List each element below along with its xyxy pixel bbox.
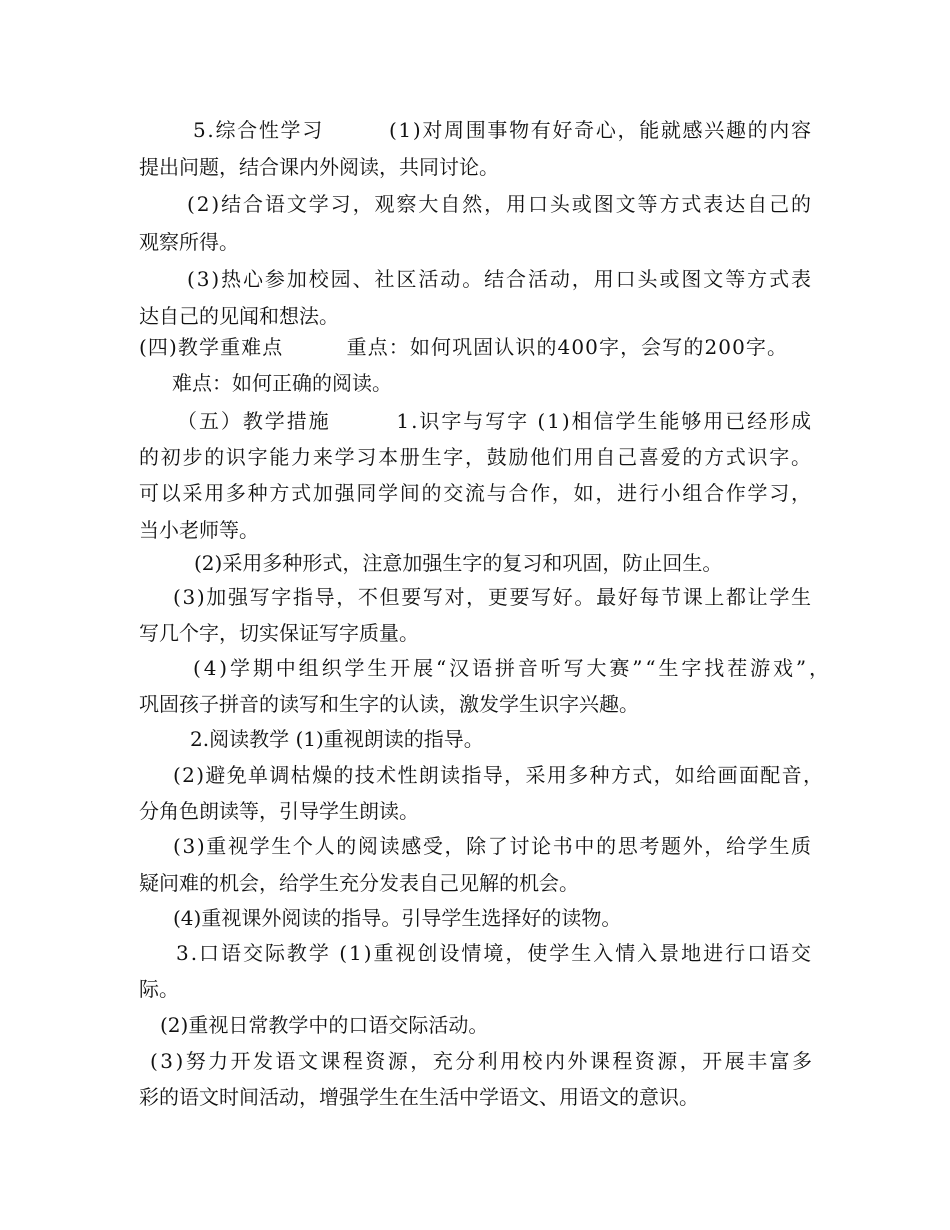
paragraph-line: (四)教学重难点 重点：如何巩固认识的400字，会写的200字。 — [139, 335, 789, 359]
paragraph-line: 达自己的见闻和想法。 — [139, 304, 339, 328]
paragraph-line: 观察所得。 — [139, 230, 239, 254]
paragraph-line: 2.阅读教学 (1)重视朗读的指导。 — [190, 727, 484, 751]
paragraph-line: (3)热心参加校园、社区活动。结合活动，用口头或图文等方式表 — [187, 267, 813, 291]
paragraph-line: (4)学期中组织学生开展“汉语拼音听写大赛”“生字找茬游戏”， — [193, 656, 832, 680]
paragraph-line: 的初步的识字能力来学习本册生字，鼓励他们用自己喜爱的方式识字。 — [139, 445, 813, 469]
paragraph-line: 分角色朗读等，引导学生朗读。 — [139, 799, 419, 823]
paragraph-line: 可以采用多种方式加强同学间的交流与合作，如，进行小组合作学习， — [139, 481, 813, 505]
paragraph-line: （五）教学措施 1.识字与写字 (1)相信学生能够用已经形成 — [177, 409, 813, 433]
paragraph-line: 3.口语交际教学 (1)重视创设情境，使学生入情入景地进行口语交 — [176, 941, 813, 965]
paragraph-line: 彩的语文时间活动，增强学生在生活中学语文、用语文的意识。 — [139, 1085, 699, 1109]
paragraph-line: (2)重视日常教学中的口语交际活动。 — [160, 1013, 489, 1037]
paragraph-line: 提出问题，结合课内外阅读，共同讨论。 — [139, 155, 499, 179]
paragraph-line: 当小老师等。 — [139, 518, 259, 542]
paragraph-line: (3)努力开发语文课程资源，充分利用校内外课程资源，开展丰富多 — [150, 1049, 815, 1073]
paragraph-line: 际。 — [139, 977, 179, 1001]
paragraph-line: 疑问难的机会，给学生充分发表自己见解的机会。 — [139, 871, 579, 895]
paragraph-line: 写几个字，切实保证写字质量。 — [139, 621, 419, 645]
paragraph-line: (2)采用多种形式，注意加强生字的复习和巩固，防止回生。 — [194, 551, 723, 575]
paragraph-line: (3)重视学生个人的阅读感受，除了讨论书中的思考题外，给学生质 — [173, 834, 813, 858]
paragraph-line: (2)结合语文学习，观察大自然，用口头或图文等方式表达自己的 — [187, 192, 813, 216]
paragraph-line: 5.综合性学习 (1)对周围事物有好奇心，能就感兴趣的内容 — [193, 118, 813, 142]
paragraph-line: (2)避免单调枯燥的技术性朗读指导，采用多种方式，如给画面配音， — [173, 763, 825, 787]
paragraph-line: (3)加强写字指导，不但要写对，更要写好。最好每节课上都让学生 — [173, 585, 813, 609]
paragraph-line: 难点：如何正确的阅读。 — [172, 371, 392, 395]
paragraph-line: (4)重视课外阅读的指导。引导学生选择好的读物。 — [173, 906, 622, 930]
paragraph-line: 巩固孩子拼音的读写和生字的认读，激发学生识字兴趣。 — [139, 692, 639, 716]
